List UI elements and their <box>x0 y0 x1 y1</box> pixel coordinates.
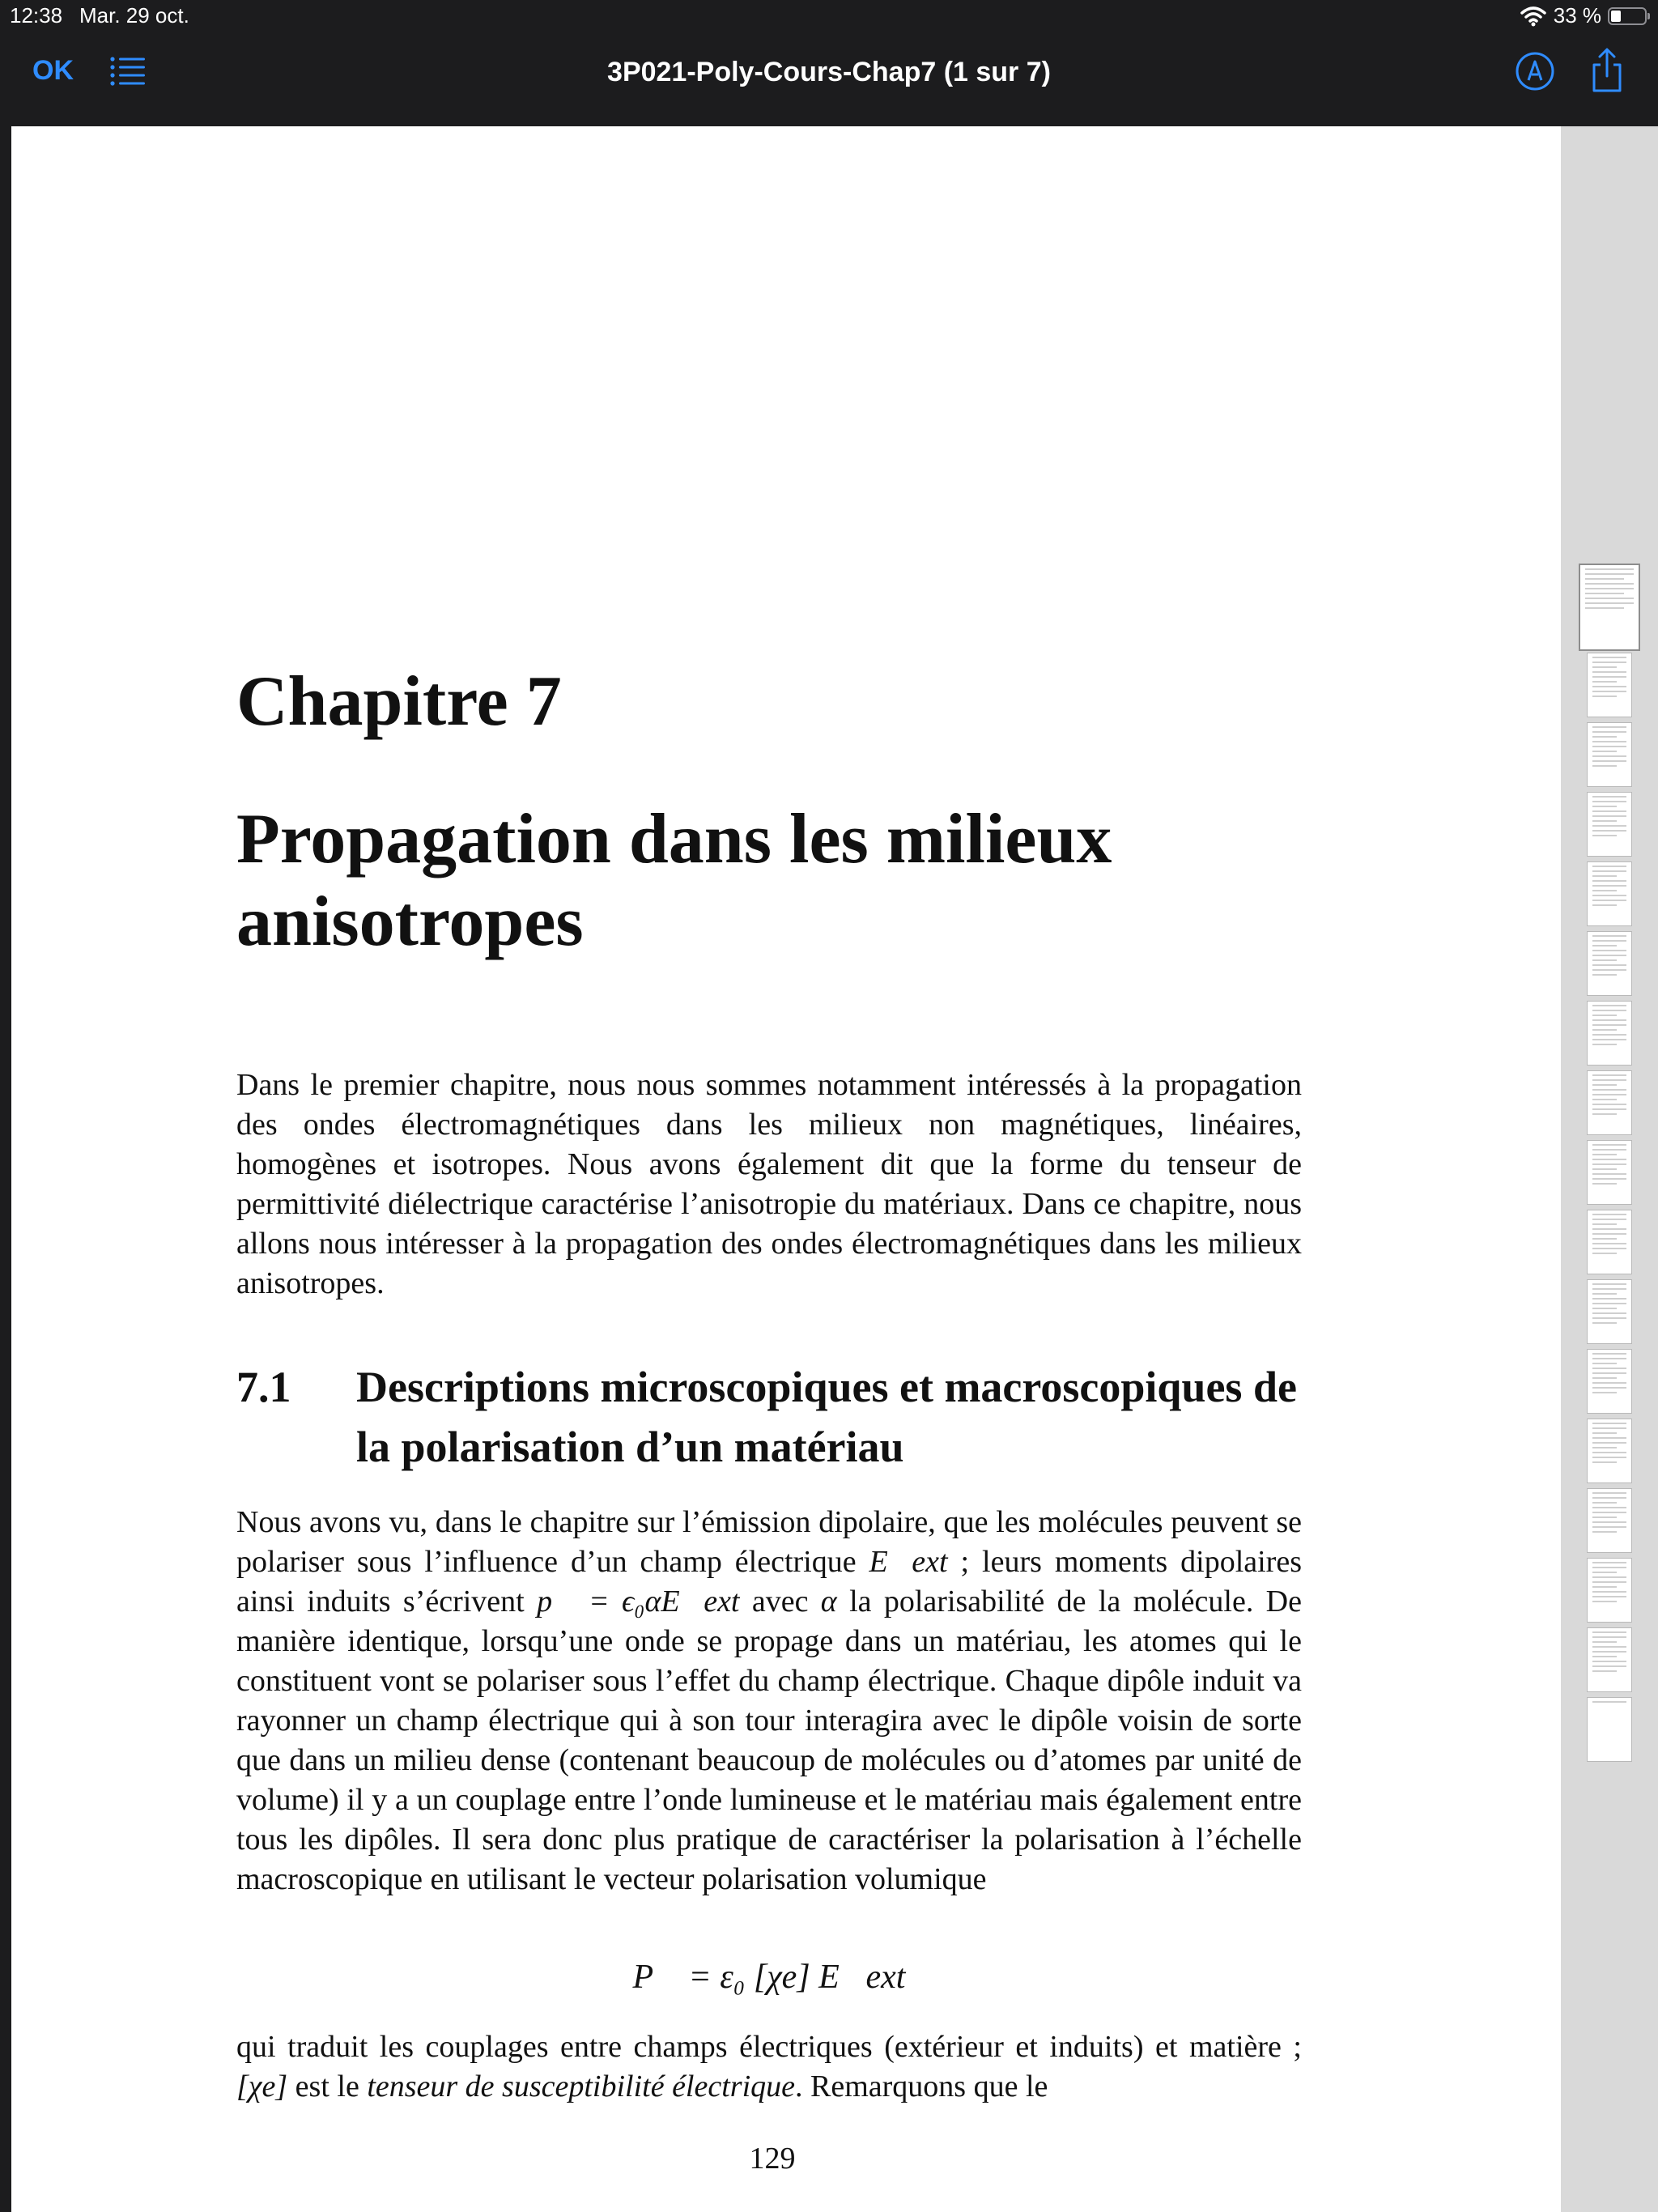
thumbnail-text-line <box>1592 1074 1626 1076</box>
thumbnail-text-line <box>1592 945 1617 946</box>
thumbnail-text-line <box>1592 904 1617 906</box>
document-title: 3P021-Poly-Cours-Chap7 (1 sur 7) <box>607 57 1051 87</box>
thumbnail-text-line <box>1592 815 1626 817</box>
page-thumbnail[interactable] <box>1587 1488 1632 1553</box>
section-number: 7.1 <box>236 1363 291 1411</box>
ok-button[interactable]: OK <box>32 55 74 86</box>
thumbnail-text-line <box>1592 1646 1626 1648</box>
thumbnail-text-line <box>1592 810 1626 812</box>
thumbnail-text-line <box>1592 1183 1617 1185</box>
thumbnail-text-line <box>1592 755 1626 757</box>
wifi-icon <box>1520 6 1547 27</box>
thumbnail-text-line <box>1592 666 1617 668</box>
thumbnail-text-line <box>1592 830 1626 832</box>
text-run: . Remarquons que le <box>795 2069 1048 2104</box>
thumbnail-text-line <box>1592 1159 1626 1160</box>
thumbnail-text-line <box>1592 1044 1617 1045</box>
thumbnail-text-line <box>1592 801 1626 802</box>
thumbnail-text-line <box>1592 1387 1626 1389</box>
thumbnail-text-line <box>1592 741 1626 742</box>
math-symbol: [χe] <box>236 2069 288 2104</box>
thumbnail-text-line <box>1592 1377 1617 1379</box>
pdf-page[interactable] <box>11 126 1561 2212</box>
thumbnail-text-line <box>1592 1392 1617 1393</box>
thumbnail-text-line <box>1585 568 1634 570</box>
thumbnail-text-line <box>1592 1293 1617 1295</box>
thumbnail-rail[interactable] <box>1561 126 1658 2212</box>
math-field: E⃗ext <box>869 1545 948 1579</box>
thumbnail-text-line <box>1585 578 1624 580</box>
math-formula: p⃗ = ϵ₀αE⃗ext <box>537 1585 740 1619</box>
thumbnail-text-line <box>1592 1308 1617 1309</box>
thumbnail-text-line <box>1592 1423 1626 1424</box>
thumbnail-text-line <box>1592 900 1626 901</box>
thumbnail-text-line <box>1592 691 1626 692</box>
status-date: Mar. 29 oct. <box>79 3 189 28</box>
chapter-title <box>236 798 1370 963</box>
thumbnail-text-line <box>1592 1363 1617 1364</box>
thumbnail-text-line <box>1592 1516 1617 1518</box>
page-thumbnail[interactable] <box>1587 1349 1632 1414</box>
thumbnail-text-line <box>1592 1701 1626 1703</box>
thumbnail-text-line <box>1592 1163 1626 1165</box>
thumbnail-text-line <box>1592 1317 1626 1319</box>
body-paragraph <box>236 1503 1302 1899</box>
thumbnail-text-line <box>1592 1353 1626 1355</box>
page-thumbnail[interactable] <box>1579 564 1640 651</box>
thumbnail-text-line <box>1592 1173 1626 1175</box>
page-thumbnail[interactable] <box>1587 1558 1632 1623</box>
thumbnail-text-line <box>1592 1665 1626 1667</box>
thumbnail-text-line <box>1592 1576 1626 1578</box>
navigation-bar <box>0 32 1658 126</box>
thumbnail-text-line <box>1592 1238 1617 1240</box>
thumbnail-text-line <box>1592 1223 1617 1225</box>
thumbnail-text-line <box>1592 825 1626 827</box>
thumbnail-text-line <box>1592 1104 1626 1105</box>
thumbnail-text-line <box>1592 1452 1626 1453</box>
thumbnail-text-line <box>1592 1581 1626 1583</box>
thumbnail-text-line <box>1585 607 1624 609</box>
thumbnail-text-line <box>1592 1457 1626 1458</box>
thumbnail-text-line <box>1592 1214 1626 1215</box>
thumbnail-text-line <box>1592 1502 1617 1504</box>
text-run: la polarisabilité de la molécule. De manière identique, lorsqu’une onde se propage dans un matériau, les atomes qui le constituent vont se polariser sous l’effet du champ électrique. Chaque dipôle induit va rayonner un champ électrique qui à son tour interagira avec le dipôle voisin de sorte que dans un milieu dense (contenant beaucoup de molécules ou d’atomes par unité de volume) il y a un couplage entre l’onde lumineuse et le matériau mais également entre tous les dipôles. Il sera donc plus pratique de caractériser la polarisation à l’échelle macroscopique en utilisant le vecteur polarisation volumique <box>236 1585 1302 1896</box>
thumbnail-text-line <box>1592 1447 1617 1448</box>
page-thumbnail[interactable] <box>1587 1210 1632 1274</box>
thumbnail-text-line <box>1592 1596 1626 1597</box>
thumbnail-text-line <box>1592 1010 1626 1011</box>
thumbnail-text-line <box>1592 1512 1626 1513</box>
page-thumbnail[interactable] <box>1587 1697 1632 1762</box>
status-time: 12:38 <box>10 3 63 28</box>
thumbnail-text-line <box>1592 726 1626 728</box>
display-equation: P⃗ = ε₀ [χe] E⃗ext <box>632 1959 906 1996</box>
thumbnail-text-line <box>1592 1089 1626 1091</box>
thumbnail-text-line <box>1592 1039 1626 1040</box>
thumbnail-text-line <box>1592 1298 1626 1300</box>
page-thumbnail[interactable] <box>1587 1419 1632 1483</box>
text-run: avec <box>739 1585 821 1619</box>
thumbnail-text-line <box>1592 1651 1626 1653</box>
thumbnail-text-line <box>1592 820 1617 822</box>
thumbnail-text-line <box>1592 1079 1626 1081</box>
thumbnail-text-line <box>1592 890 1617 891</box>
page-thumbnail[interactable] <box>1587 1070 1632 1135</box>
thumbnail-text-line <box>1592 676 1626 678</box>
thumbnail-text-line <box>1592 1531 1617 1533</box>
thumbnail-text-line <box>1585 588 1634 589</box>
thumbnail-text-line <box>1592 751 1617 752</box>
thumbnail-text-line <box>1592 974 1617 976</box>
thumbnail-text-line <box>1592 1382 1626 1384</box>
thumbnail-text-line <box>1592 1526 1626 1528</box>
thumbnail-text-line <box>1592 681 1617 683</box>
thumbnail-text-line <box>1592 940 1626 942</box>
thumbnail-text-line <box>1592 1248 1626 1249</box>
thumbnail-text-line <box>1592 1094 1626 1095</box>
thumbnail-text-line <box>1585 593 1624 594</box>
emphasis-text: tenseur de susceptibilité électrique <box>367 2069 795 2104</box>
markup-button[interactable] <box>1514 50 1556 92</box>
thumbnail-text-line <box>1592 835 1617 836</box>
thumbnail-text-line <box>1592 796 1626 798</box>
thumbnail-text-line <box>1592 1442 1626 1444</box>
status-right <box>1520 3 1647 28</box>
thumbnail-text-line <box>1592 1567 1626 1568</box>
thumbnail-text-line <box>1592 1601 1617 1602</box>
thumbnail-text-line <box>1592 1372 1626 1374</box>
share-button[interactable] <box>1587 47 1627 94</box>
chapter-label: Chapitre 7 <box>236 662 562 741</box>
thumbnail-text-line <box>1592 1178 1626 1180</box>
page-thumbnail[interactable] <box>1587 792 1632 857</box>
thumbnail-text-line <box>1592 1149 1626 1151</box>
page-number: 129 <box>749 2142 796 2176</box>
page-thumbnail[interactable] <box>1587 1279 1632 1344</box>
thumbnail-text-line <box>1592 1358 1626 1359</box>
thumbnail-text-line <box>1592 1029 1617 1031</box>
thumbnail-text-line <box>1592 696 1617 697</box>
thumbnail-text-line <box>1592 1253 1617 1254</box>
thumbnail-text-line <box>1592 880 1626 882</box>
thumbnail-text-line <box>1592 1636 1626 1638</box>
thumbnail-text-line <box>1592 1497 1626 1499</box>
thumbnail-text-line <box>1592 1108 1626 1110</box>
thumbnail-text-line <box>1592 885 1626 887</box>
body-paragraph <box>236 2027 1302 2107</box>
thumbnail-text-line <box>1592 1656 1617 1657</box>
page-thumbnail[interactable] <box>1587 861 1632 926</box>
thumbnail-text-line <box>1592 1562 1626 1563</box>
thumbnail-text-line <box>1585 602 1634 604</box>
text-run: est le <box>287 2069 368 2104</box>
text-run: ; leurs moments dipolaires ainsi induits s’écrivent <box>236 1545 1302 1619</box>
thumbnail-text-line <box>1592 1492 1626 1494</box>
thumbnail-text-line <box>1592 657 1626 658</box>
text-run: Nous avons vu, dans le chapitre sur l’émission dipolaire, que les molécules peuvent se polariser sous l’influence d’un champ électrique <box>236 1505 1302 1579</box>
thumbnail-text-line <box>1592 1322 1617 1324</box>
thumbnail-text-line <box>1592 1591 1626 1593</box>
thumbnail-text-line <box>1592 964 1626 966</box>
thumbnail-text-line <box>1592 895 1626 896</box>
thumbnail-text-line <box>1585 598 1634 599</box>
page-thumbnail[interactable] <box>1587 1001 1632 1066</box>
thumbnail-text-line <box>1592 671 1626 673</box>
markup-pen-icon <box>1514 50 1556 92</box>
thumbnail-text-line <box>1592 1168 1617 1170</box>
thumbnail-text-line <box>1592 950 1626 951</box>
thumbnail-text-line <box>1592 765 1617 767</box>
thumbnail-text-line <box>1585 573 1634 575</box>
thumbnail-text-line <box>1592 1099 1617 1100</box>
thumbnail-text-line <box>1592 1586 1617 1588</box>
page-thumbnail[interactable] <box>1587 722 1632 787</box>
thumbnail-text-line <box>1592 1288 1626 1290</box>
page-thumbnail[interactable] <box>1587 653 1632 717</box>
thumbnail-text-line <box>1592 1228 1626 1230</box>
thumbnail-text-line <box>1592 1437 1626 1439</box>
thumbnail-text-line <box>1585 583 1634 585</box>
intro-paragraph: Dans le premier chapitre, nous nous sommes notamment intéressés à la propagation des ondes électromagnétiques dans les milieux non magnétiques, linéaires, homogènes et isotropes. Nous avons également dit que la forme du tenseur de permittivité diélectrique caractérise l’anisotropie du matériaux. Dans ce chapitre, nous allons nous intéresser à la propagation des ondes électromagnétiques dans les milieux anisotropes. <box>236 1068 1302 1300</box>
thumbnail-text-line <box>1592 1034 1626 1036</box>
thumbnail-text-line <box>1592 1015 1617 1016</box>
thumbnail-text-line <box>1592 746 1626 747</box>
thumbnail-text-line <box>1592 1641 1617 1643</box>
thumbnail-text-line <box>1592 1024 1626 1026</box>
thumbnail-text-line <box>1592 955 1626 956</box>
thumbnail-text-line <box>1592 736 1617 738</box>
battery-percent: 33 % <box>1553 3 1601 28</box>
thumbnail-text-line <box>1592 1303 1626 1304</box>
thumbnail-text-line <box>1592 1461 1617 1463</box>
thumbnail-text-line <box>1592 1144 1626 1146</box>
chapter-title-line: Propagation dans les milieux <box>236 800 1112 878</box>
thumbnail-text-line <box>1592 1427 1626 1429</box>
thumbnail-text-line <box>1592 1084 1617 1086</box>
thumbnail-text-line <box>1592 959 1617 961</box>
thumbnail-text-line <box>1592 1521 1626 1523</box>
thumbnail-text-line <box>1592 1670 1617 1672</box>
thumbnail-text-line <box>1592 1154 1617 1155</box>
math-symbol: α <box>820 1585 837 1619</box>
thumbnail-text-line <box>1592 1572 1617 1573</box>
thumbnail-text-line <box>1592 1631 1626 1633</box>
thumbnail-text-line <box>1592 1219 1626 1220</box>
chapter-title-line: anisotropes <box>236 883 584 961</box>
thumbnail-text-line <box>1592 1283 1626 1285</box>
thumbnail-text-line <box>1592 866 1626 867</box>
thumbnail-text-line <box>1592 760 1626 762</box>
thumbnail-text-line <box>1592 1233 1626 1235</box>
thumbnail-text-line <box>1592 1368 1626 1369</box>
thumbnail-text-line <box>1592 806 1617 807</box>
thumbnail-text-line <box>1592 686 1626 687</box>
thumbnail-text-line <box>1592 870 1626 872</box>
thumbnail-text-line <box>1592 1243 1626 1244</box>
page-thumbnail[interactable] <box>1587 1627 1632 1692</box>
thumbnail-text-line <box>1592 1019 1626 1021</box>
battery-icon <box>1608 7 1647 25</box>
thumbnail-text-line <box>1592 731 1626 733</box>
thumbnail-text-line <box>1592 661 1626 663</box>
page-thumbnail[interactable] <box>1587 931 1632 996</box>
thumbnail-text-line <box>1592 1661 1626 1662</box>
share-icon <box>1587 47 1627 94</box>
thumbnail-text-line <box>1592 1432 1617 1434</box>
section-title: Descriptions microscopiques et macroscopiques de la polarisation d’un matériau <box>356 1363 1297 1471</box>
text-run: qui traduit les couplages entre champs électriques (extérieur et induits) et matière ; <box>236 2030 1302 2064</box>
thumbnail-text-line <box>1592 969 1626 971</box>
thumbnail-text-line <box>1592 935 1626 937</box>
thumbnail-text-line <box>1592 1005 1626 1006</box>
page-thumbnail[interactable] <box>1587 1140 1632 1205</box>
thumbnail-text-line <box>1592 875 1617 877</box>
thumbnail-text-line <box>1592 1312 1626 1314</box>
thumbnail-text-line <box>1592 1113 1617 1115</box>
status-bar <box>0 0 1658 32</box>
thumbnail-text-line <box>1592 1507 1626 1508</box>
